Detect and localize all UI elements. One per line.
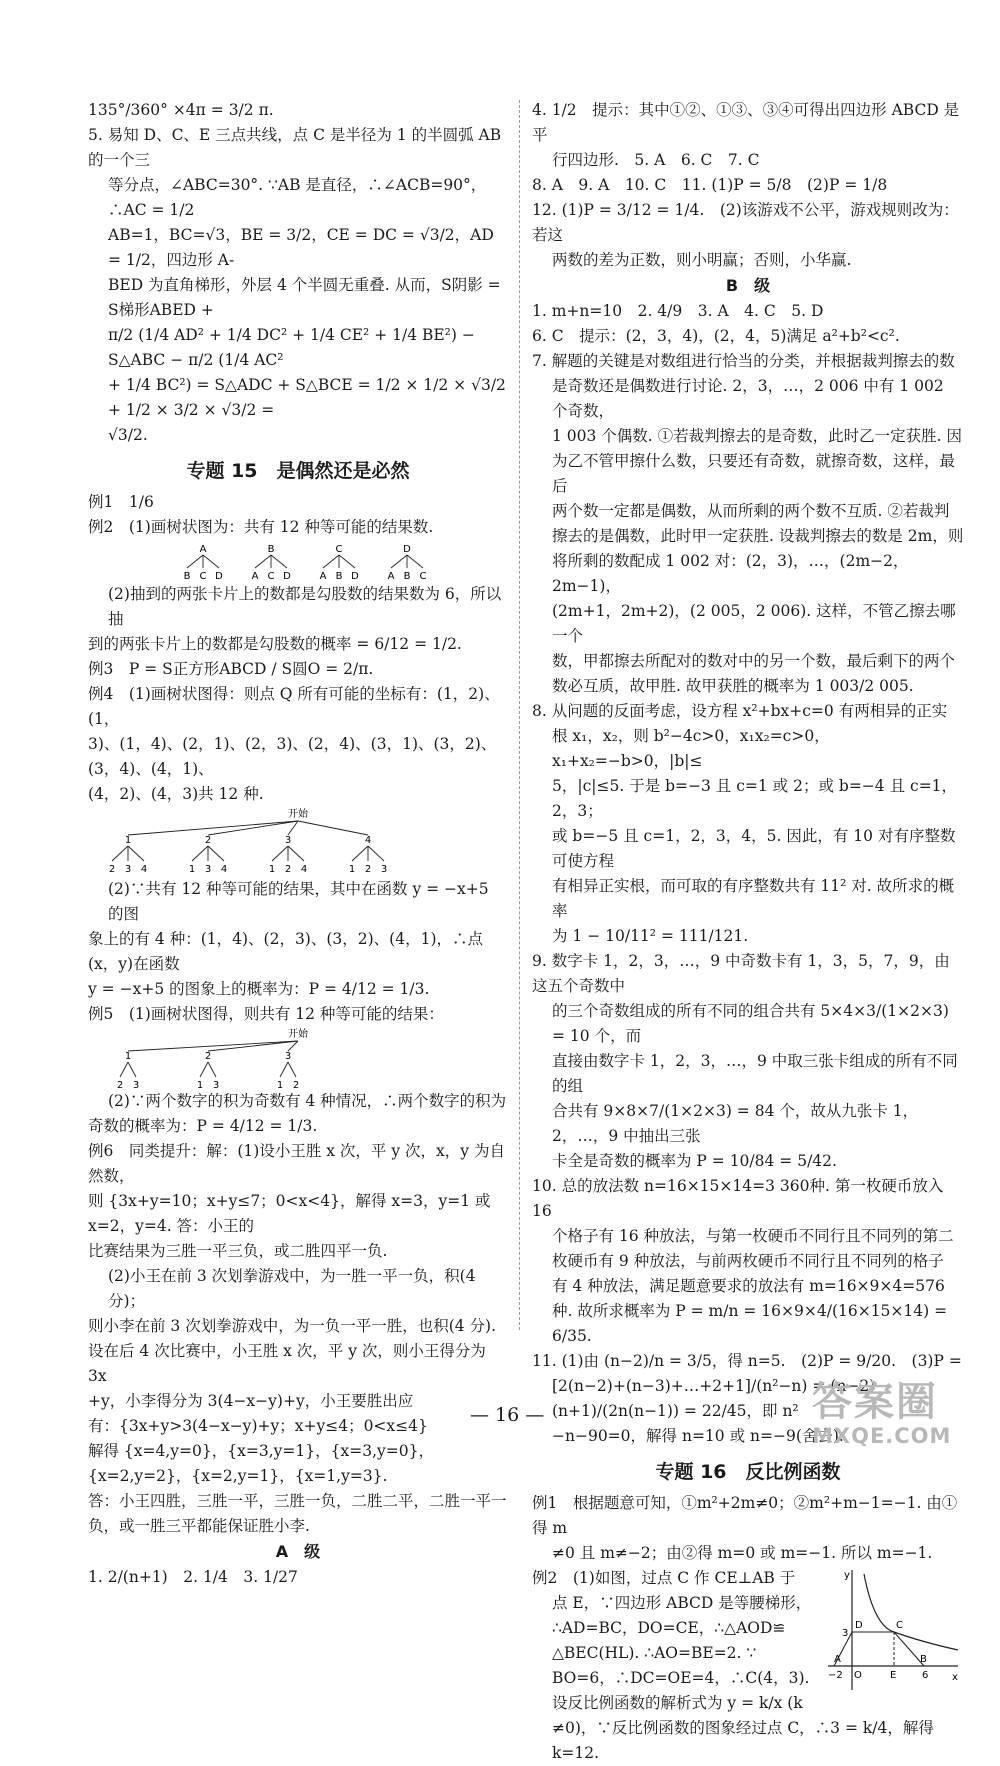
text-line: 奇数的概率为：P = 4/12 = 1/3. <box>88 1117 318 1135</box>
text-line: ≠0)，∵反比例函数的图象经过点 C，∴3 = k/4，解得 k=12. <box>552 1719 939 1762</box>
text-line: (2m+1，2m+2)，(2 005，2 006). 这样，不管乙擦去哪一个 <box>552 602 956 645</box>
example-1: 例1 根据题意可知，①m²+2m≠0；②m²+m−1=−1. 由①得 m <box>532 1494 958 1537</box>
text-line: π/2 (1/4 AD² + 1/4 DC² + 1/4 CE² + 1/4 BE²) − S△ABC − π/2 (1/4 AC² <box>108 326 480 369</box>
text-line: BO=6，∴DC=OE=4，∴C(4，3). <box>552 1669 810 1687</box>
tree-leaf: A <box>387 571 395 582</box>
tree-branch <box>352 846 368 861</box>
tree-leaf: A <box>319 571 327 582</box>
text-line: 为 1 − 10/11² = 111/121. <box>552 927 749 945</box>
left-column <box>88 98 511 1590</box>
tree-branch <box>323 555 339 568</box>
tree-branch <box>120 1062 128 1077</box>
tree-leaf: 2 <box>292 1080 300 1089</box>
tree-leaf: 1 <box>348 864 356 875</box>
watermark-top: 答案圈 <box>812 1379 938 1425</box>
tree-leaf: 3 <box>204 864 212 875</box>
tree-branch <box>407 555 423 568</box>
tree-leaf: 1 <box>276 1080 284 1089</box>
tree-node: D <box>403 544 411 555</box>
tree-leaf: B <box>183 571 191 582</box>
tree-leaf: 2 <box>284 864 292 875</box>
tree-leaf: 4 <box>140 864 148 875</box>
text-line: 点 E，∵四边形 ABCD 是等腰梯形， <box>552 1594 812 1612</box>
tree-branch <box>200 1062 208 1077</box>
example-4: 例4 (1)画树状图得：则点 Q 所有可能的坐标有：(1，2)、(1， <box>88 685 500 728</box>
text-line: 8. 从问题的反面考虑，设方程 x²+bx+c=0 有两相异的正实 <box>532 702 948 720</box>
tree-diagram-abcd <box>88 540 508 582</box>
tree-leaf: 3 <box>132 1080 140 1089</box>
tree-node: B <box>267 544 275 555</box>
text-line: 135°/360° ×4π = 3/2 π. <box>88 101 274 119</box>
text-line: + 1/4 BC²) = S△ADC + S△BCE = 1/2 × 1/2 × √3/2 + 1/2 × 3/2 × √3/2 = <box>108 376 511 419</box>
text-line: 9. 数字卡 1，2，3，…，9 中奇数卡有 1，3，5，7，9，由这五个奇数中 <box>532 952 950 995</box>
tree-start-label: 开始 <box>288 1029 308 1040</box>
tree-leaf: 3 <box>124 864 132 875</box>
tree-leaf: 1 <box>196 1080 204 1089</box>
tree-leaf: 4 <box>300 864 308 875</box>
text-line: 数必互质，故甲胜. 故甲获胜的概率为 1 003/2 005. <box>552 677 914 695</box>
text-line: 或 b=−5 且 c=1，2，3，4，5. 因此，有 10 对有序整数可使方程 <box>552 827 956 870</box>
text-line: (2)抽到的两张卡片上的数都是勾股数的结果数为 6，所以抽 <box>108 585 502 628</box>
text-line: (4，2)、(4，3)共 12 种. <box>88 785 264 803</box>
text-line: [2(n−2)+(n−3)+…+2+1]/(n²−n) = (n−2)(n+1)/(2n(n−1)) = 22/45，即 n² <box>552 1377 876 1420</box>
hyperbola-graph <box>822 1566 962 1694</box>
watermark-bottom: MXQE.COM <box>812 1424 952 1448</box>
text-line: △BEC(HL). ∴AO=BE=2. ∵ <box>552 1644 757 1662</box>
tree-leaf: D <box>351 571 359 582</box>
text-line: 有 4 种放法，满足题意要求的放法有 m=16×9×4=576 <box>552 1277 945 1295</box>
tree-branch <box>192 846 208 861</box>
example-5: 例5 (1)画树状图得，则共有 12 种等可能的结果： <box>88 1005 444 1023</box>
text-line: 到的两张卡片上的数都是勾股数的概率 = 6/12 = 1/2. <box>88 635 462 653</box>
text-line: −n−90=0，解得 n=10 或 n=−9(舍去). <box>552 1427 844 1445</box>
tree-branch <box>128 846 144 861</box>
tree-branch <box>288 821 298 835</box>
question-7 <box>532 349 964 699</box>
text-line: (2)小王在前 3 次划拳游戏中，为一胜一平一负，积(4 分)； <box>108 1267 481 1310</box>
text-line: (2)∵共有 12 种等可能的结果，其中在函数 y = −x+5 的图 <box>108 880 494 923</box>
tree-leaf: B <box>335 571 343 582</box>
question-10 <box>532 1174 964 1349</box>
text-line: 8. A 9. A 10. C 11. (1)P = 5/8 (2)P = 1/8 <box>532 176 888 194</box>
text-line: 卡全是奇数的概率为 P = 10/84 = 5/42. <box>552 1152 837 1170</box>
text-line: ≠0 且 m≠−2；由②得 m=0 或 m=−1. 所以 m=−1. <box>552 1544 933 1562</box>
text-line: 种. 故所求概率为 P = m/n = 16×9×4/(16×15×14) = 6/35. <box>552 1302 953 1345</box>
text-line: 答：小王四胜，三胜一平，三胜一负，二胜二平，二胜一平一 <box>88 1492 507 1510</box>
tree-branch <box>203 555 219 568</box>
tree-leaf: D <box>215 571 223 582</box>
text-line: 合共有 9×8×7/(1×2×3) = 84 个，故从九张卡 1，2，…，9 中抽出三张 <box>552 1102 919 1145</box>
x-tick-neg2: −2 <box>828 1670 843 1681</box>
text-line: 10. 总的放法数 n=16×15×14=3 360种. 第一枚硬币放入 16 <box>532 1177 949 1220</box>
tree-branch <box>288 1062 296 1077</box>
text-line: 4. 1/2 提示：其中①②、①③、③④可得出四边形 ABCD 是平 <box>532 101 960 144</box>
tree-branch <box>208 1041 298 1051</box>
text-line: 两个数一定都是偶数，从而所剩的两个数不互质. ②若裁判 <box>552 502 950 520</box>
tree-leaf: 1 <box>268 864 276 875</box>
section-title-16: 专题 16 反比例函数 <box>655 1461 841 1483</box>
example-2: 例2 (1)如图，过点 C 作 CE⊥AB 于 <box>532 1569 796 1587</box>
text-line: 5. 易知 D、C、E 三点共线，点 C 是半径为 1 的半圆弧 AB 的一个三 <box>88 126 507 169</box>
tree-leaf: 4 <box>220 864 228 875</box>
text-line: ∴AD=BC，DO=CE，∴△AOD≌ <box>552 1619 786 1637</box>
text-line: 则小李在前 3 次划拳游戏中，为一负一平一胜，也积(4 分). <box>88 1317 497 1335</box>
text-line: 两数的差为正数，则小明赢；否则，小华赢. <box>552 251 852 269</box>
question-9 <box>532 949 964 1174</box>
hyperbola-curve <box>864 1574 958 1650</box>
text-line: y = −x+5 的图象上的概率为：P = 4/12 = 1/3. <box>88 980 430 998</box>
text-line: 是奇数还是偶数进行讨论. 2，3，…，2 006 中有 1 002 个奇数， <box>552 377 949 420</box>
tree-branch <box>339 555 355 568</box>
tree-leaf: D <box>283 571 291 582</box>
tree-node: 3 <box>284 1051 292 1062</box>
text-line: 有相异正实根，而可取的有序整数共有 11² 对. 故所求的概率 <box>552 877 955 920</box>
tree-branch <box>288 1041 298 1051</box>
tree-branch <box>128 821 298 835</box>
text-line: 负，或一胜三平都能保证胜小李. <box>88 1517 310 1535</box>
point-d-label: D <box>855 1620 863 1631</box>
point-e-label: E <box>890 1670 897 1681</box>
tree-leaf: 3 <box>380 864 388 875</box>
example-6: 例6 同类提升：解：(1)设小王胜 x 次，平 y 次，x，y 为自然数， <box>88 1142 505 1185</box>
tree-branch <box>208 1062 216 1077</box>
text-line: 1. m+n=10 2. 4/9 3. A 4. C 5. D <box>532 302 824 320</box>
tree-branch <box>280 1062 288 1077</box>
tree-branch <box>128 1062 136 1077</box>
text-line: +y，小李得分为 3(4−x−y)+y，小王要胜出应 <box>88 1392 414 1410</box>
tree-leaf: 2 <box>116 1080 124 1089</box>
text-line: 设反比例函数的解析式为 y = k/x (k <box>552 1694 803 1712</box>
tree-node: 4 <box>364 835 372 846</box>
text-line: 枚硬币有 9 种放法，与前两枚硬币不同行且不同列的格子 <box>552 1252 944 1270</box>
text-line: AB=1，BC=√3，BE = 3/2，CE = DC = √3/2，AD = 1/2，四边形 A- <box>108 226 499 269</box>
tree-start-label: 开始 <box>288 809 308 820</box>
text-line: 等分点，∠ABC=30°. ∵AB 是直径，∴∠ACB=90°，∴AC = 1/2 <box>108 176 487 219</box>
point-a-label: A <box>834 1654 841 1665</box>
y-label: y <box>844 1570 850 1581</box>
tree-node: 3 <box>284 835 292 846</box>
origin-label: O <box>854 1670 862 1681</box>
question-8 <box>532 699 964 949</box>
tree-branch <box>368 846 384 861</box>
tree-branch <box>391 555 407 568</box>
tree-node: 2 <box>204 1051 212 1062</box>
text-line: 的三个奇数组成的所有不同的组合共有 5×4×3/(1×2×3) = 10 个，而 <box>552 1002 954 1045</box>
example-2: 例2 (1)画树状图为：共有 12 种等可能的结果数. <box>88 518 434 536</box>
y-tick-3: 3 <box>842 1628 849 1639</box>
tree-leaf: 2 <box>364 864 372 875</box>
text-line: 将所剩的数配成 1 002 对：(2，3)，…，(2m−2，2m−1)， <box>552 552 909 595</box>
x-tick-6: 6 <box>922 1670 929 1681</box>
tree-branch <box>271 555 287 568</box>
text-line: 5，|c|≤5. 于是 b=−3 且 c=1 或 2；或 b=−4 且 c=1，2，3； <box>552 777 958 820</box>
text-line: 根 x₁，x₂，则 b²−4c>0，x₁x₂=c>0，x₁+x₂=−b>0，|b|≤ <box>552 727 830 770</box>
point-b-label: B <box>920 1654 927 1665</box>
tree-leaf: A <box>251 571 259 582</box>
page-number: — 16 — <box>470 1404 545 1426</box>
tree-branch <box>288 846 304 861</box>
tree-diagram-5 <box>88 1027 508 1089</box>
level-a-heading: A 级 <box>275 1542 321 1561</box>
text-line: 个格子有 16 种放法，与第一枚硬币不同行且不同列的第二 <box>552 1227 954 1245</box>
point-c-label: C <box>896 1620 903 1631</box>
text-line: 则 {3x+y=10；x+y≤7；0<x<4}，解得 x=3，y=1 或 x=2，y=4. 答：小王的 <box>88 1192 496 1235</box>
text-line: BED 为直角梯形，外层 4 个半圆无重叠. 从而，S阴影 = S梯形ABED + <box>108 276 506 319</box>
tree-branch <box>272 846 288 861</box>
text-line: 为乙不管甲擦什么数，只要还有奇数，就擦奇数，这样，最后 <box>552 452 956 495</box>
tree-branch <box>298 821 368 835</box>
text-line: 直接由数字卡 1，2，3，…，9 中取三张卡组成的所有不同的组 <box>552 1052 958 1095</box>
text-line: 擦去的是偶数，此时甲一定获胜. 设裁判擦去的数是 2m，则 <box>552 527 964 545</box>
text-line: 1 003 个偶数. ①若裁判擦去的是奇数，此时乙一定获胜. 因 <box>552 427 963 445</box>
x-label: x <box>952 1672 958 1683</box>
tree-branch <box>128 1041 298 1051</box>
text-line: 行四边形. 5. A 6. C 7. C <box>552 151 760 169</box>
tree-leaf: C <box>267 571 275 582</box>
tree-leaf: 3 <box>212 1080 220 1089</box>
tree-leaf: B <box>403 571 411 582</box>
text-line: 设在后 4 次比赛中，小王胜 x 次，平 y 次，则小王得分为 3x <box>88 1342 491 1385</box>
tree-node: 1 <box>124 1051 132 1062</box>
level-a-answers: 1. 2/(n+1) 2. 1/4 3. 1/27 <box>88 1568 298 1586</box>
text-line: 有：{3x+y>3(4−x−y)+y；x+y≤4；0<x≤4} <box>88 1417 428 1435</box>
example-1: 例1 1/6 <box>88 493 154 511</box>
text-line: √3/2. <box>108 426 148 444</box>
tree-branch <box>112 846 128 861</box>
text-line: 象上的有 4 种：(1，4)、(2，3)、(3，2)、(4，1)，∴点(x，y)在函数 <box>88 930 483 973</box>
text-line: 3)、(1，4)、(2，1)、(2，3)、(2，4)、(3，1)、(3，2)、(3，4)、(4，1)、 <box>88 735 497 778</box>
example-2-block <box>532 1566 964 1766</box>
text-line: 11. (1)由 (n−2)/n = 3/5，得 n=5. (2)P = 9/20. (3)P = <box>532 1352 962 1370</box>
tree-branch <box>208 821 298 835</box>
text-line: 6. C 提示：(2，3，4)，(2，4，5)满足 a²+b²<c². <box>532 327 900 345</box>
text-line: (2)∵两个数字的积为奇数有 4 种情况，∴两个数字的积为 <box>108 1092 507 1110</box>
text-line: 比赛结果为三胜一平三负，或二胜四平一负. <box>88 1242 388 1260</box>
tree-branch <box>187 555 203 568</box>
tree-leaf: 1 <box>188 864 196 875</box>
tree-node: A <box>199 544 207 555</box>
text-line: 数，甲都擦去所配对的数对中的另一个数，最后剩下的两个 <box>552 652 956 670</box>
section-title-15: 专题 15 是偶然还是必然 <box>186 460 410 482</box>
text-line: 12. (1)P = 3/12 = 1/4. (2)该游戏不公平，游戏规则改为：若这 <box>532 201 959 244</box>
tree-leaf: C <box>199 571 207 582</box>
tree-branch <box>208 846 224 861</box>
tree-node: 1 <box>124 835 132 846</box>
tree-diagram-4 <box>88 807 508 877</box>
level-b-heading: B 级 <box>725 276 771 295</box>
tree-branch <box>255 555 271 568</box>
tree-node: 2 <box>204 835 212 846</box>
text-line: 解得 {x=4,y=0}，{x=3,y=1}，{x=3,y=0}，{x=2,y=2}，{x=2,y=1}，{x=1,y=3}. <box>88 1442 434 1485</box>
tree-leaf: 2 <box>108 864 116 875</box>
tree-leaf: C <box>419 571 427 582</box>
watermark-logo <box>812 1380 982 1452</box>
example-3: 例3 P = S正方形ABCD / S圆O = 2/π. <box>88 660 374 678</box>
tree-node: C <box>335 544 343 555</box>
right-column <box>532 98 964 1766</box>
column-divider <box>519 100 520 1330</box>
text-line: 7. 解题的关键是对数组进行恰当的分类，并根据裁判擦去的数 <box>532 352 955 370</box>
